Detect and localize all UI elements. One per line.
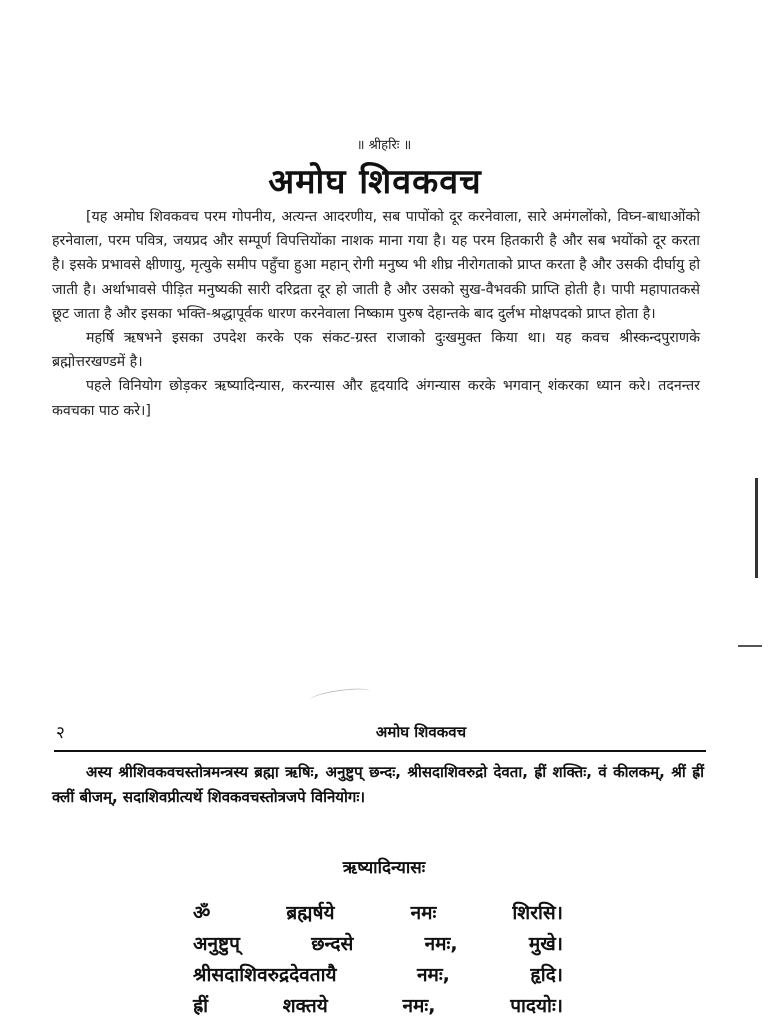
nyasa-word: शिरसि। [512,902,563,924]
running-title: अमोघ शिवकवच [375,723,467,741]
pen-stroke-mark [310,686,371,705]
nyasa-line [193,929,563,960]
nyasa-word: श्रीसदाशिवरुद्रदेवतायै [193,964,337,986]
page-title: अमोघ शिवकवच [268,162,482,202]
intro-paragraph-2: महर्षि ऋषभने इसका उपदेश करके एक संकट-ग्रस्त राजाको दुःखमुक्त किया था। यह कवच श्रीस्कन्दपुराणके ब्रह्मोत्तरखण्डमें है। [52,330,700,371]
nyasa-word: छन्दसे [311,933,354,955]
nyasa-line [193,898,563,929]
running-header [56,722,704,746]
nyasa-word: शक्तये [282,995,328,1017]
invocation-line: ॥ श्रीहरिः ॥ [356,138,412,153]
nyasa-heading: ऋष्यादिन्यासः [342,858,426,878]
nyasa-word: नमः, [416,964,450,986]
nyasa-word: ह्रीं [193,995,209,1017]
nyasa-list [193,898,563,1022]
nyasa-word: पादयोः। [510,995,563,1017]
nyasa-word: नमः, [424,933,458,955]
nyasa-word: ॐ [193,902,211,924]
intro-section [52,205,700,423]
intro-paragraph-3: पहले विनियोग छोड़कर ऋष्यादिन्यास, करन्यास और हृदयादि अंगन्यास करके भगवान् शंकरका ध्यान करे। तदनन्तर कवचका पाठ करे।] [52,378,700,419]
intro-paragraph-1: [यह अमोघ शिवकवच परम गोपनीय, अत्यन्त आदरणीय, सब पापोंको दूर करनेवाला, सारे अमंगलोंको, विघ्न-बाधाओंको हरनेवाला, परम पवित्र, जयप्रद और सम्पूर्ण विपत्तियोंका नाशक माना गया है। यह परम हितकारी है और सब भयोंको दूर करता है। इसके प्रभावसे क्षीणायु, मृत्युके समीप पहुँचा हुआ महान् रोगी मनुष्य भी शीघ्र नीरोगताको प्राप्त करता है और उसकी दीर्घायु हो जाती है। अर्थाभावसे पीड़ित मनुष्यकी सारी दरिद्रता दूर हो जाती है और उसको सुख-वैभवकी प्राप्ति होती है। पापी महापातकसे छूट जाता है और इसका भक्ति-श्रद्धापूर्वक धारण करनेवाला निष्काम पुरुष देहान्तके बाद दुर्लभ मोक्षपदको प्राप्त होता है। [52,209,700,322]
nyasa-word: नमः, [402,995,436,1017]
nyasa-word: नमः [410,902,437,924]
nyasa-word: अनुष्टुप् [193,933,240,955]
header-rule [54,750,706,752]
scan-edge-mark [755,478,758,578]
page-number: २ [56,723,65,743]
scan-edge-mark-small [738,645,762,647]
nyasa-line [193,960,563,991]
nyasa-line [193,991,563,1022]
nyasa-word: हृदि। [530,964,563,986]
viniyoga-section [52,760,704,810]
nyasa-word: मुखे। [528,933,563,955]
viniyoga-paragraph: अस्य श्रीशिवकवचस्तोत्रमन्त्रस्य ब्रह्मा ऋषिः, अनुष्टुप् छन्दः, श्रीसदाशिवरुद्रो देवता, ह्रीं शक्तिः, वं कीलकम्, श्रीं ह्रीं क्लीं बीजम्, सदाशिवप्रीत्यर्थे शिवकवचस्तोत्रजपे विनियोगः। [52,763,704,806]
nyasa-word: ब्रह्मर्षये [286,902,335,924]
